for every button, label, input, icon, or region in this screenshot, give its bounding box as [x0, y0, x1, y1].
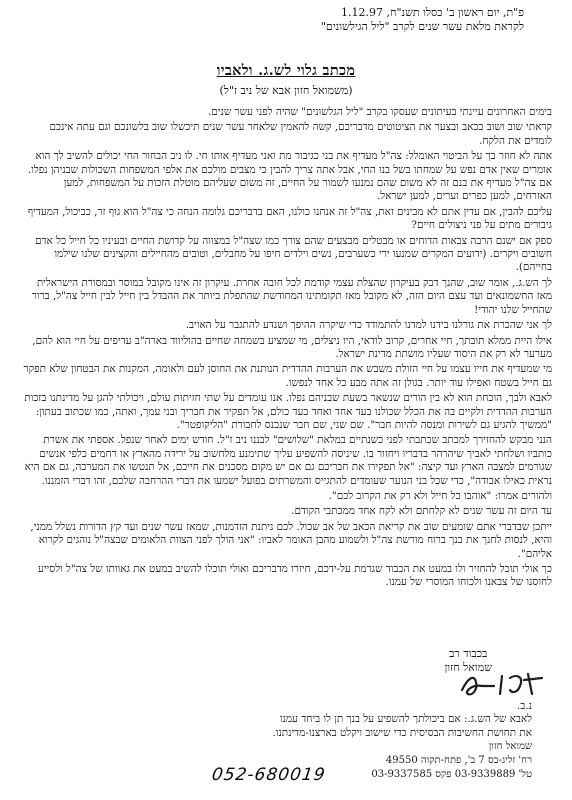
letter-body [22, 106, 552, 592]
letter-title: מכתב גלוי לש.ג. ולאביו [216, 62, 356, 79]
letter-subtitle: (משמואל חזון אבא של ניב ז"ל) [219, 84, 353, 97]
body-paragraph: ייתכן שבדברי אתם שומעים שוב את קריאת הכאב של אב שכול. לכם ניתנת הזדמנות, שמאז עשר שנים ועד קץ הדורות נשלל ממני, והיא, לנסות לחנך את בנך ברוח מורשת צה"ל ולשמוע מהבן האומר לאביו: "אני הולך לפני הצוות הלאומים שבצה"ל נוהגים לקרוא אליהם". [30, 520, 552, 560]
body-paragraph: לך אני שהכרת את גורלנו בידנו למדנו להתמודד כדי שיקרה ההיפך ושנדע להתגבר על האויב. [185, 319, 552, 332]
body-paragraph: בימים האחרונים עיינתי בעיתונים שעסקו בקרב "ליל הגלשונים" שהיה לפני עשר שנים. [207, 106, 552, 118]
body-paragraph: מי שמעדיף את חייו עצמו על חיי הזולת משבש את הערבות ההדדית הנותנת את החוסן לעם ולאומה, המקנות את הבטחון שלא תפקר גם חייל בשטח ואפילו עוד יותר. בגולן זה אתה מבע כל אחד לנפשו. [23, 363, 552, 389]
body-paragraph: עליכם להבין, אם עדין אתם לא מבינים זאת, צה"ל זה אנחנו כולנו, האם בדבריכם גלומה הנחה כי צה"ל הוא גוף זר, כביכול, המעדיף גיבורים מתים על פני ניצולים חיים? [27, 205, 552, 232]
body-paragraph: ספק אם ישנם הרבה צבאות הדוחים או מבטלים מבצעים שהם צורך כמו שצה"ל במצווה על קדושת החיים ובעיניו כל חייל כל אדם חשובים ויקרים. (ידועים המקרים שמנעו ירי כשערבים, נשים וילדים חיפו על מחבלים, וטובים מהחיילים והקצינים שלנו שילמו בחייהם). [35, 234, 552, 274]
closing-regards: בכבוד רב [449, 647, 488, 660]
body-paragraph: אילו היית ממלא תובתך, חיי אחרים, קרוב לודאי, היו ניצלים, מי שמציע בשמחה שחיים בהוליווד בארה"ב עדיפים על חיי הוא להם, מערער לא רק את היסוד שעליו מושתת מדינת ישראל. [32, 334, 552, 360]
body-paragraph: קראתי שוב ושוב בכאב ובצער את הציטוטים מדבריכם, קשה להאמין שלאחר עשר שנים תיכשלו שוב בלשונכם וגם עתה אינכם לומדים את הלקח. [49, 121, 552, 147]
body-paragraph: אתה לא חוזר בך על הביטוי האומלל: צה"ל מעדיף את בני כגיבור מת ואני מעדיף אותו חי. לו ניב הבחור החי יכולים להשיב לך הוא אומרים שאין אדם נפש על שמחתו בשל בנו החי, אבל אתה צריך להבין כי מצבים מולכם את אלפי המשפחות השכולות שבניהן נפלו. אם צה"ל מעדיף את בנם זה לא משום שהם נמנעו לשמור על החיים, זה משום שעליהם מוטלת הזכות על המשפחות, למען האזרחים, למען כפרים וערים, למען ישראל. [27, 150, 552, 203]
body-paragraph: עד היום זה עשר שנים לא קלחתם ולא לקח אחד ממכתבי הקודם. [291, 505, 552, 518]
letter-header [124, 6, 524, 34]
body-paragraph: לך הש.ג., אומר שוב, שהנך דבק בעיקרון שהצלת עצמי קודמת לכל חובה אחרת. עיקרון זה אינו מקובל במוסר ובמסורת הישראלית מאז החשמונאים ועד עצם היום הזה, לא מקובל מאז תקומתינו המחודשת שהתפלת ביותר את ההבדל בין חייל לבין חייל צה"ל, ברור שהחייל שלנו יהודי! [31, 276, 552, 316]
body-paragraph: לאבא ולבך, הוכחת הוא לא בין הורים שנשאר בשעת שבניהם נפלו. אנו עומדים על שתי חזיתות עולם, ויכולתי להגן על מדינתנו בזכות הערבות ההדדית ולקיים בה את הכלל שכולנו בעד אחד ואחד בעד כולם, אל תפקיר את חבריך ובני עמך, ואתה, כמו שכתוב בעתון: "ממשיך להגיע גם לשירות ומנסה להיות חבר". שם שני, שם חבר שנכנס לחבורת "הליקופטר". [24, 392, 552, 431]
postscript [52, 700, 532, 740]
header-occasion-line: לקראת מלאת עשר שנים לקרב "ליל הגילשונים" [320, 20, 524, 33]
sender-address: רח' זליג-בס 7 ב', פתח-תקוה 49550 [385, 755, 532, 766]
sender-name: שמואל חזון [488, 741, 532, 752]
handwritten-phone-number: 052-680019 [210, 765, 327, 785]
closing-signer-name: שמואל חזון [444, 661, 492, 674]
sender-phones: טל' 03-9339889 פקס 03-9337585 [371, 769, 532, 780]
handwritten-signature [454, 664, 554, 704]
body-paragraph: כך אולי תוכל להחזיר ולו במעט את הכבוד שגרמת על-ידכם, חיזרו מדבריכם ואולי תוכלו להשיב במעט את גאוותו של צה"ל ולסייע לחוסנו של צבאנו ולכוחו המוסרי של עמנו. [37, 563, 552, 589]
header-date-line: פ"ת, יום ראשון ב' כסלו תשנ"ח, 1.12.97 [340, 6, 524, 19]
body-paragraph: הנני מבקש להחזירך למכתב שכתבתי לפני כשנתיים במלאת "שלושים" לבננו ניב ז"ל. חודש ימים לאחר שנפל. אספתי את אשרת כותביו ושלחתי לאביך שיהרהר בדבריו ויחזור בו. שיניסה להשפיע עליך שתימנע מלחשוב על ירידה מהארץ או רחמים כלפי אנשים שגורמים למצבה הארץ ועד קיצה: "אל תפקירו את חבריכם גם אם יש מקום מסכנים את חייכם, אל תנטשו את המערכה, גם אם היא נראית כאילו אבודה", כדי שכל בני הנוער שעומדים להתגייס והמשרתים בפועל ישמעו את דברי ההרחבה שלכם, זהו דברי הזמננו. [24, 434, 552, 487]
ps-line: את תחושת החשיבות הבסיסית כדי שישוב ויקלט בארצנו-מדינתנו. [272, 726, 532, 739]
body-paragraph: ולהורים אמרו: "אוהבו כל חייל ולא רק את הקרוב לכם". [328, 489, 552, 502]
ps-line: לאבא של הש.ג.: אם ביכולתך להשפיע על בנך תן לו ביחד עמנו [279, 713, 532, 726]
ps-label: נ.ב. [517, 700, 532, 712]
sender-contact [132, 740, 532, 782]
